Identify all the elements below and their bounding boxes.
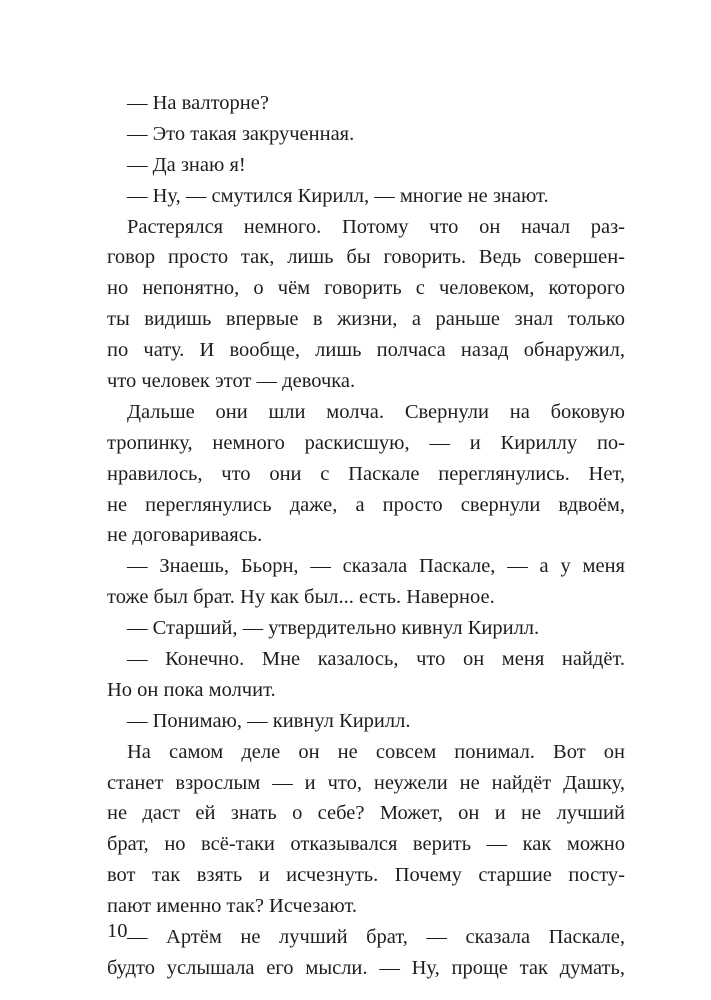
text-line: будто услышала его мысли. — Ну, проще так думать, [107, 956, 625, 979]
text-line: — Это такая закрученная. [127, 122, 355, 145]
text-line: — Артём не лучший брат, — сказала Паскале, [127, 926, 625, 949]
text-line: — Ну, — смутился Кирилл, — многие не знают. [127, 184, 549, 207]
text-line: станет взрослым — и что, неужели не найдёт Дашку, [107, 771, 625, 794]
text-line: — Знаешь, Бьорн, — сказала Паскале, — а у меня [127, 555, 625, 578]
text-line: но непонятно, о чём говорить с человеком, которого [107, 277, 625, 300]
body-text [107, 88, 625, 984]
text-line: — Да знаю я! [127, 153, 246, 176]
text-line: вот так взять и исчезнуть. Почему старшие посту- [107, 864, 625, 887]
text-line: не даст ей знать о себе? Может, он и не лучший [107, 802, 625, 825]
text-line: нравилось, что они с Паскале переглянулись. Нет, [107, 462, 625, 485]
text-line: — Конечно. Мне казалось, что он меня найдёт. [127, 648, 625, 671]
text-line: Растерялся немного. Потому что он начал раз- [127, 215, 625, 238]
text-line: — На валторне? [127, 92, 269, 114]
text-line: тоже был брат. Ну как был... есть. Наверное. [107, 586, 495, 609]
text-line: На самом деле он не совсем понимал. Вот он [127, 740, 625, 763]
text-line: Дальше они шли молча. Свернули на боковую [127, 400, 625, 423]
text-line: тропинку, немного раскисшую, — и Кириллу по- [107, 431, 625, 454]
text-line: — Понимаю, — кивнул Кирилл. [127, 709, 411, 732]
text-line: ты видишь впервые в жизни, а раньше знал только [107, 308, 625, 331]
text-line: не договариваясь. [107, 524, 263, 547]
text-line: пают именно так? Исчезают. [107, 895, 357, 918]
text-line: — Старший, — утвердительно кивнул Кирилл. [127, 617, 540, 640]
text-line: говор просто так, лишь бы говорить. Ведь совершен- [107, 246, 625, 269]
text-line: не переглянулись даже, а просто свернули вдвоём, [107, 493, 625, 516]
page-number: 10 [107, 920, 128, 942]
text-line: что человек этот — девочка. [107, 370, 356, 393]
text-line: Но он пока молчит. [107, 678, 276, 701]
text-line: по чату. И вообще, лишь полчаса назад обнаружил, [107, 339, 625, 362]
text-line: брат, но всё-таки отказывался верить — как можно [107, 833, 625, 856]
